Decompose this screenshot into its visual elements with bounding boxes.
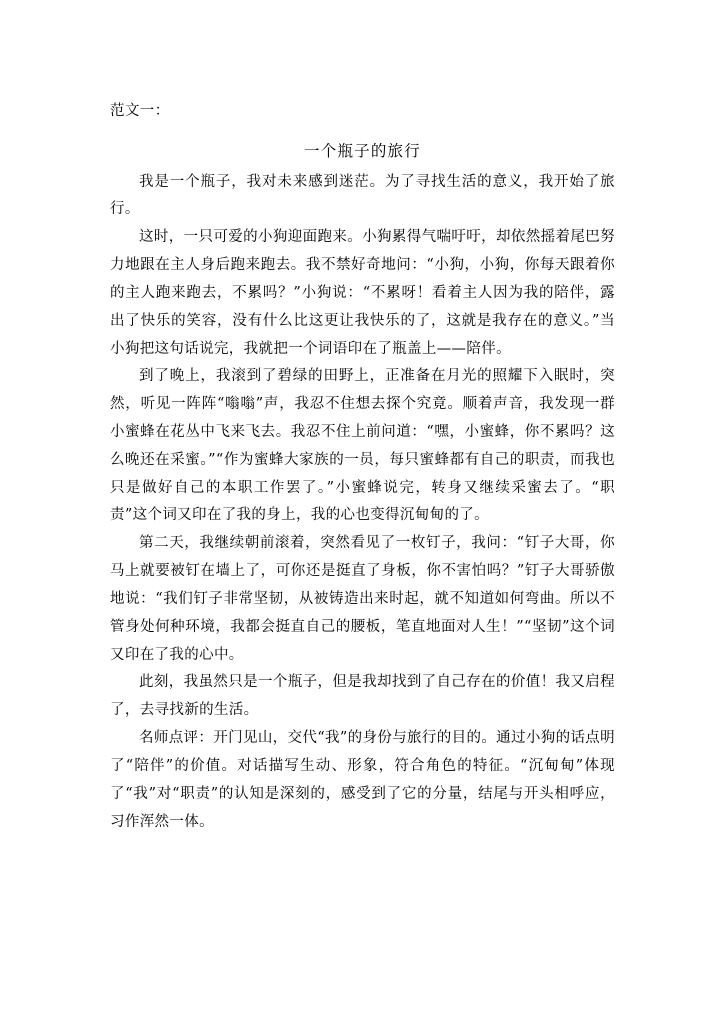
paragraph-commentary: 名师点评：开门见山，交代“我”的身份与旅行的目的。通过小狗的话点明了“陪伴”的价值。对话描写生动、形象，符合角色的特征。“沉甸甸”体现了“我”对“职责”的认知是深刻的，感受到了它的分量，结尾与开头相呼应，习作浑然一体。 bbox=[110, 730, 615, 830]
paragraph: 第二天，我继续朝前滚着，突然看见了一枚钉子，我问：“钉子大哥，你马上就要被钉在墙上了，可你还是挺直了身板，你不害怕吗？”钉子大哥骄傲地说：“我们钉子非常坚韧，从被铸造出来时起，就不知道如何弯曲。所以不管身处何种环境，我都会挺直自己的腰板，笔直地面对人生！”“坚韧”这个词又印在了我的心中。 bbox=[110, 535, 615, 663]
essay-label: 范文一： bbox=[110, 103, 170, 119]
paragraph: 我是一个瓶子，我对未来感到迷茫。为了寻找生活的意义，我开始了旅行。 bbox=[110, 173, 615, 218]
paragraph: 到了晚上，我滚到了碧绿的田野上，正准备在月光的照耀下入眠时，突然，听见一阵阵“嗡嗡”声，我忍不住想去探个究竟。顺着声音，我发现一群小蜜蜂在花丛中飞来飞去。我忍不住上前问道：“嘿，小蜜蜂，你不累吗？这么晚还在采蜜。”“作为蜜蜂大家族的一员，每只蜜蜂都有自己的职责，而我也只是做好自己的本职工作罢了。”小蜜蜂说完，转身又继续采蜜去了。“职责”这个词又印在了我的身上，我的心也变得沉甸甸的了。 bbox=[110, 368, 615, 524]
paragraph: 这时，一只可爱的小狗迎面跑来。小狗累得气喘吁吁，却依然摇着尾巴努力地跟在主人身后跑来跑去。我不禁好奇地问：“小狗，小狗，你每天跟着你的主人跑来跑去，不累吗？”小狗说：“不累呀！看着主人因为我的陪伴，露出了快乐的笑容，没有什么比这更让我快乐的了，这就是我存在的意义。”当小狗把这句话说完，我就把一个词语印在了瓶盖上——陪伴。 bbox=[110, 229, 615, 357]
essay-title: 一个瓶子的旅行 bbox=[304, 141, 421, 160]
document-body bbox=[110, 98, 615, 836]
paragraph: 此刻，我虽然只是一个瓶子，但是我却找到了自己存在的价值！我又启程了，去寻找新的生活。 bbox=[110, 674, 615, 719]
